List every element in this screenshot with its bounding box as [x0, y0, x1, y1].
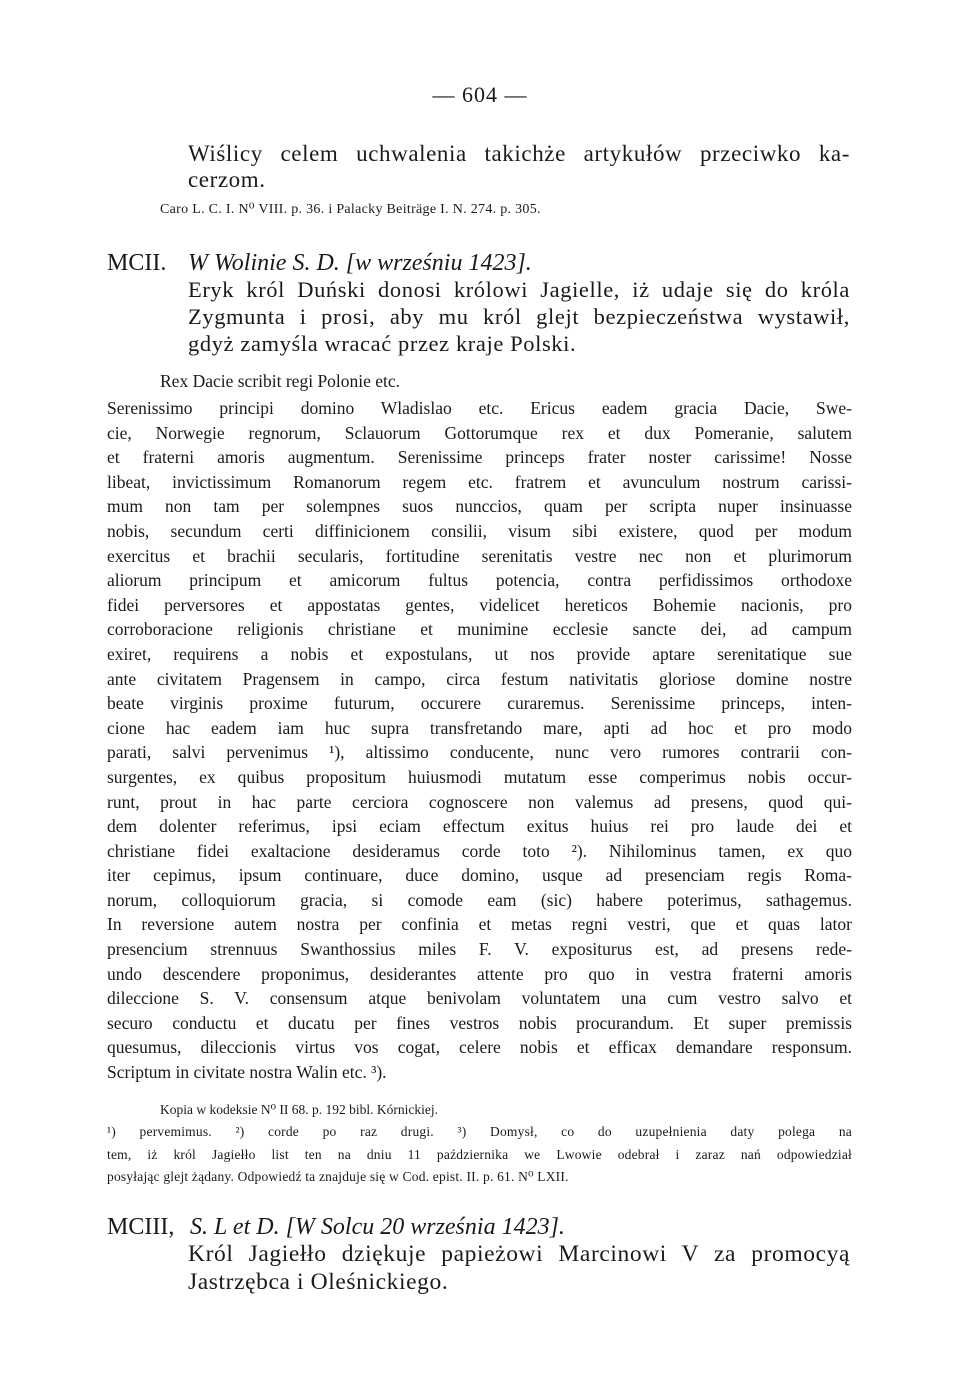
doc-1102-summary [188, 276, 850, 357]
summary-line: Król Jagiełło dziękuje papieżowi Marcinowi V za promocyą [188, 1241, 850, 1267]
prev-doc-heading-line-2: cerzom. [188, 167, 266, 192]
text-line: aliorum principum et amicorum fultus potencia, contra perfidissimos orthodoxe [107, 570, 852, 591]
summary-line: Jastrzębca i Oleśnickiego. [188, 1269, 449, 1295]
doc-1102-footnotes [107, 1121, 852, 1189]
text-line: runt, prout in hac parte cerciora cognoscere non valemus ad presens, quod qui- [107, 791, 852, 812]
text-line: exiret, requirens a nobis et expostulans, ut nos provide aptare serenitatique sue [107, 643, 852, 664]
text-line: Serenissimo principi domino Wladislao etc. Ericus eadem gracia Dacie, Swe- [107, 398, 852, 418]
text-line: libeat, invictissimum Romanorum regem etc. fratrem et avunculum nostrum carissi- [107, 471, 852, 492]
doc-1103-number: MCIII, [107, 1214, 175, 1240]
doc-1102-place-date: W Wolinie S. D. [w wrześniu 1423]. [188, 250, 532, 276]
text-line: Scriptum in civitate nostra Walin etc. ³). [107, 1062, 387, 1083]
text-line: dileccione S. V. consensum atque benivolam voluntatem una cum vestro salvo et [107, 988, 852, 1009]
text-line: parati, salvi pervenimus ¹), altissimo conducente, nunc vero rumores contrarii con- [107, 742, 852, 763]
prev-doc-heading-line-1: Wiślicy celem uchwalenia takichże artykułów przeciwko ka- [188, 141, 850, 166]
page-number: — 604 — [432, 82, 528, 107]
doc-1103-summary [188, 1241, 850, 1297]
text-line: norum, colloquiorum gracia, si comode eam (sic) habere poterimus, sathagemus. [107, 889, 852, 910]
text-line: tem, iż król Jagiełło list ten na dniu 11 października we Lwowie odebrał i zaraz nań odpowiedział [107, 1146, 852, 1162]
text-line: mum non tam per solempnes suos nunccios, quam per scripta nuper insinuasse [107, 496, 852, 517]
text-line: posyłając glejt żądany. Odpowiedź ta znajduje się w Cod. epist. II. p. 61. N⁰ LXII. [107, 1169, 569, 1184]
text-line: fidei perversores et appostatas gentes, videlicet hereticos Bohemie nacionis, pro [107, 594, 852, 615]
summary-line: Eryk król Duński donosi królowi Jagielle, iż udaje się do króla [188, 277, 850, 302]
text-line: ¹) pervemimus. ²) corde po raz drugi. ³) Domysł, co do uzupełnienia daty polega na [107, 1124, 852, 1139]
text-line: securo conductu et ducatu per fines vestros nobis procurandum. Et super premissis [107, 1012, 852, 1033]
doc-1102-number: MCII. [107, 250, 167, 276]
text-line: cione hac eadem iam huc supra transfretando mare, apti ad hoc et pro modo [107, 717, 852, 738]
text-line: corroboracione religionis christiane et munimine ecclesie sancte dei, ad campum [107, 619, 852, 640]
text-line: presencium strennuus Swanthossius miles F. V. expositurus est, ad presens rede- [107, 939, 852, 960]
text-line: exercitus et brachii secularis, fortitudine serenitatis vestre nec non et plurimorum [107, 545, 852, 566]
text-line: ante civitatem Pragensem in campo, circa festum nativitatis gloriose domine nostre [107, 668, 852, 689]
text-line: quesumus, dileccionis virtus vos cogat, celere nobis et efficax demandare responsum. [107, 1037, 852, 1058]
text-line: In reversione autem nostra per confinia et metas regni vestri, que et quas lator [107, 914, 852, 935]
text-line: iter cepimus, ipsum continuare, duce domino, usque ad presenciam regis Roma- [107, 865, 852, 886]
doc-1102-salutation: Rex Dacie scribit regi Polonie etc. [160, 371, 401, 391]
summary-line: Zygmunta i prosi, aby mu król glejt bezpieczeństwa wystawił, [188, 304, 850, 329]
text-line: christiane fidei exaltacione desideramus corde toto ²). Nihilominus tamen, ex quo [107, 840, 852, 861]
prev-doc-source: Caro L. C. I. N⁰ VIII. p. 36. i Palacky Beiträge I. N. 274. p. 305. [160, 202, 541, 217]
text-line: cie, Norwegie regnorum, Sclauorum Gottorumque rex et dux Pomeranie, salutem [107, 422, 852, 443]
text-line: dem dolenter referimus, ipsi eciam effectum exitus huius rei pro laude dei et [107, 816, 852, 837]
text-line: surgentes, ex quibus propositum huiusmodi mutatum esse comperimus nobis occur- [107, 766, 852, 787]
text-line: undo descendere proponimus, desiderantes attente pro quo in vestra fraterni amoris [107, 963, 852, 984]
doc-1103-place-date: S. L et D. [W Solcu 20 września 1423]. [190, 1214, 565, 1240]
text-line: beate virginis proxime futurum, occurere curaremus. Serenissime princeps, inten- [107, 693, 852, 714]
text-line: nobis, secundum certi diffinicionem consilii, visum sibi existere, quod per modum [107, 520, 852, 541]
summary-line: gdyż zamyśla wracać przez kraje Polski. [188, 331, 577, 356]
doc-1102-body [107, 396, 852, 1085]
doc-1102-copy-note: Kopia w kodeksie N⁰ II 68. p. 192 bibl. Kórnickiej. [160, 1102, 438, 1117]
text-line: et fraterni amoris augmentum. Serenissime princeps frater noster carissime! Nosse [107, 447, 852, 468]
